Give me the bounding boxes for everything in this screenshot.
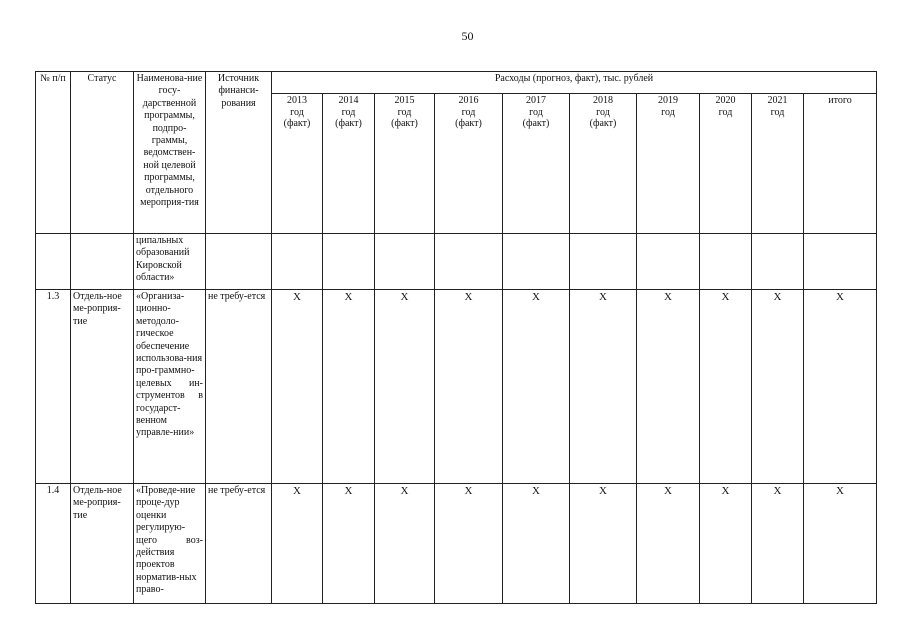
row-source: не требу-ется	[206, 484, 272, 604]
row-number: 1.3	[36, 290, 71, 484]
value-cell: X	[804, 290, 877, 484]
value-cell: X	[503, 290, 570, 484]
value-cell: X	[272, 484, 323, 604]
continuation-row	[36, 234, 877, 290]
value-cell: X	[637, 484, 700, 604]
row-status: Отдель-ное ме-роприя-тие	[71, 290, 134, 484]
value-cell: X	[272, 290, 323, 484]
page-number: 50	[461, 29, 474, 43]
status-header: Статус	[71, 72, 134, 234]
value-cell: X	[752, 290, 804, 484]
year-header-2018: 2018 год (факт)	[570, 94, 637, 234]
row-name: «Организа-ционно-методоло-гическое обеспечение использова-ния про-граммно-целевых ин-струментов в государст-венном управле-нии»	[134, 290, 206, 484]
continuation-name: ципальных образований Кировской области»	[134, 234, 206, 290]
value-cell: X	[323, 290, 375, 484]
value-cell: X	[752, 484, 804, 604]
year-header-2013: 2013 год (факт)	[272, 94, 323, 234]
year-header-2021: 2021 год	[752, 94, 804, 234]
table-row	[36, 290, 877, 484]
source-header: Источник финанси-рования	[206, 72, 272, 234]
expenses-table	[35, 71, 877, 604]
value-cell: X	[804, 484, 877, 604]
row-name: «Проведе-ние проце-дур оценки регулирую-щего воз-действия проектов норматив-ных право-	[134, 484, 206, 604]
value-cell: X	[637, 290, 700, 484]
year-header-2020: 2020 год	[700, 94, 752, 234]
value-cell: X	[323, 484, 375, 604]
value-cell: X	[375, 290, 435, 484]
value-cell: X	[375, 484, 435, 604]
year-header-2014: 2014 год (факт)	[323, 94, 375, 234]
value-cell: X	[700, 290, 752, 484]
value-cell: X	[570, 484, 637, 604]
total-header: итого	[804, 94, 877, 234]
year-header-2019: 2019 год	[637, 94, 700, 234]
expenses-header: Расходы (прогноз, факт), тыс. рублей	[272, 72, 877, 94]
value-cell: X	[700, 484, 752, 604]
value-cell: X	[503, 484, 570, 604]
year-header-2015: 2015 год (факт)	[375, 94, 435, 234]
year-header-2016: 2016 год (факт)	[435, 94, 503, 234]
row-status: Отдель-ное ме-роприя-тие	[71, 484, 134, 604]
value-cell: X	[435, 290, 503, 484]
year-header-2017: 2017 год (факт)	[503, 94, 570, 234]
table-row	[36, 484, 877, 604]
header-row-1	[36, 72, 877, 94]
name-header: Наименова-ние госу-дарственной программы, подпро-граммы, ведомствен-ной целевой программы, отдельного мероприя-тия	[134, 72, 206, 234]
num-header: № п/п	[36, 72, 71, 234]
value-cell: X	[435, 484, 503, 604]
row-source: не требу-ется	[206, 290, 272, 484]
row-number: 1.4	[36, 484, 71, 604]
value-cell: X	[570, 290, 637, 484]
